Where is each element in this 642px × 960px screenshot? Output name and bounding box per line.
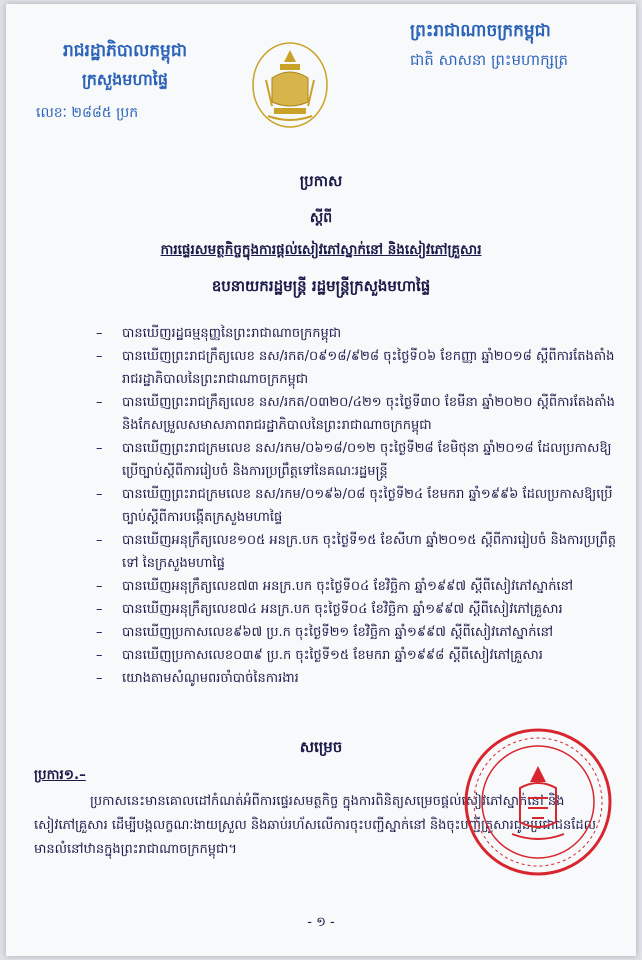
article-label: ប្រការ១.– (34, 767, 86, 783)
list-item: – បានឃើញព្រះរាជក្រមលេខ នស/រកម/០៦១៨/០១២ ចុះថ្ងៃទី២៨ ខែមិថុនា ឆ្នាំ២០១៨ ដែលប្រកាសឱ្យប្រើច្បាប់ស្តីពីការរៀបចំ និងការប្រព្រឹត្តទៅនៃគណៈរដ្ឋមន្ត្រី (96, 441, 612, 479)
issuer-title: ឧបនាយករដ្ឋមន្ត្រី រដ្ឋមន្ត្រីក្រសួងមហាផ្ទៃ (211, 277, 431, 295)
list-item: – បានឃើញរដ្ឋធម្មនុញ្ញនៃព្រះរាជាណាចក្រកម្ពុជា (96, 326, 342, 341)
list-item: – បានឃើញអនុក្រឹត្យលេខ៧៣ អនក្រ.បក ចុះថ្ងៃទី០៤ ខែវិច្ឆិកា ឆ្នាំ១៩៩៧ ស្តីពីសៀវភៅស្នាក់នៅ (96, 579, 574, 594)
list-item: – បានឃើញអនុក្រឹត្យលេខ១០៥ អនក្រ.បក ចុះថ្ងៃទី១៥ ខែសីហា ឆ្នាំ២០១៥ ស្តីពីការរៀបចំ និងការប្រព្រឹត្តទៅ នៃក្រសួងមហាផ្ទៃ (96, 533, 616, 571)
decision-heading: សម្រេច (299, 738, 343, 756)
document-type: ប្រកាស (299, 172, 343, 190)
ministry-name: ក្រសួងមហាផ្ទៃ (81, 70, 168, 89)
ministry-header (30, 40, 220, 124)
government-name: រាជរដ្ឋាភិបាលកម្ពុជា (62, 41, 188, 61)
official-seal-icon (462, 726, 614, 878)
list-item: – បានឃើញព្រះរាជក្រឹត្យលេខ នស/រកត/០៣២០/៤២១ ចុះថ្ងៃទី៣០ ខែមីនា ឆ្នាំ២០២០ ស្តីពីការតែងតាំង និងកែសម្រួលសមាសភាពរាជរដ្ឋាភិបាលនៃព្រះរាជាណាចក្រកម្ពុជា (96, 395, 615, 433)
reference-list (96, 322, 616, 690)
list-item: – បានឃើញប្រកាសលេខ០៣៩ ប្រ.ក ចុះថ្ងៃទី១៥ ខែមករា ឆ្នាំ១៩៩៨ ស្តីពីសៀវភៅគ្រួសារ (96, 648, 543, 663)
list-item: – បានឃើញប្រកាសលេខ៩៦៧ ប្រ.ក ចុះថ្ងៃទី២១ ខែវិច្ឆិកា ឆ្នាំ១៩៩៧ ស្តីពីសៀវភៅស្នាក់នៅ (96, 625, 553, 640)
royal-emblem-icon (250, 40, 330, 130)
kingdom-name: ព្រះរាជាណាចក្រកម្ពុជា (410, 21, 551, 41)
document-number: លេខៈ ២៨៨៥ ប្រក (36, 105, 139, 121)
list-item: – បានឃើញព្រះរាជក្រមលេខ នស/រកម/០១៩៦/០៨ ចុះថ្ងៃទី២៤ ខែមករា ឆ្នាំ១៩៩៦ ដែលប្រកាសឱ្យប្រើច្បាប់ស្តីពីការបង្កើតក្រសួងមហាផ្ទៃ (96, 487, 613, 525)
kingdom-header (410, 20, 610, 73)
page-number: - ១ - (307, 915, 335, 930)
document-subject: ការផ្ទេរសមត្ថកិច្ចក្នុងការផ្តល់សៀវភៅស្នាក់នៅ និងសៀវភៅគ្រួសារ (160, 242, 482, 258)
national-motto: ជាតិ សាសនា ព្រះមហាក្សត្រ (410, 51, 569, 69)
list-item: – យោងតាមសំណូមពរចាំបាច់នៃការងារ (96, 671, 299, 686)
about-label: ស្តីពី (309, 210, 333, 226)
article-text: ប្រកាសនេះមានគោលដៅកំណត់អំពីការផ្ទេរសមត្ថកិច្ច ក្នុងការពិនិត្យសម្រេចផ្តល់សៀវភៅស្នាក់នៅ និងសៀវភៅគ្រួសារ ដើម្បីបង្កលក្ខណៈងាយស្រួល និងឆាប់រហ័សលើការចុះបញ្ជីស្នាក់នៅ និងចុះបញ្ជីគ្រួសារជូនប្រជាជនដែលមានលំនៅឋានក្នុងព្រះរាជាណាចក្រកម្ពុជា។ (34, 794, 597, 857)
list-item: – បានឃើញអនុក្រឹត្យលេខ៧៤ អនក្រ.បក ចុះថ្ងៃទី០៤ ខែវិច្ឆិកា ឆ្នាំ១៩៩៧ ស្តីពីសៀវភៅគ្រួសារ (96, 602, 563, 617)
title-block (0, 172, 642, 299)
list-item: – បានឃើញព្រះរាជក្រឹត្យលេខ នស/រកត/០៩១៨/៩២៨ ចុះថ្ងៃទី០៦ ខែកញ្ញា ឆ្នាំ២០១៨ ស្តីពីការតែងតាំងរាជរដ្ឋាភិបាលនៃព្រះរាជាណាចក្រកម្ពុជា (96, 349, 615, 387)
